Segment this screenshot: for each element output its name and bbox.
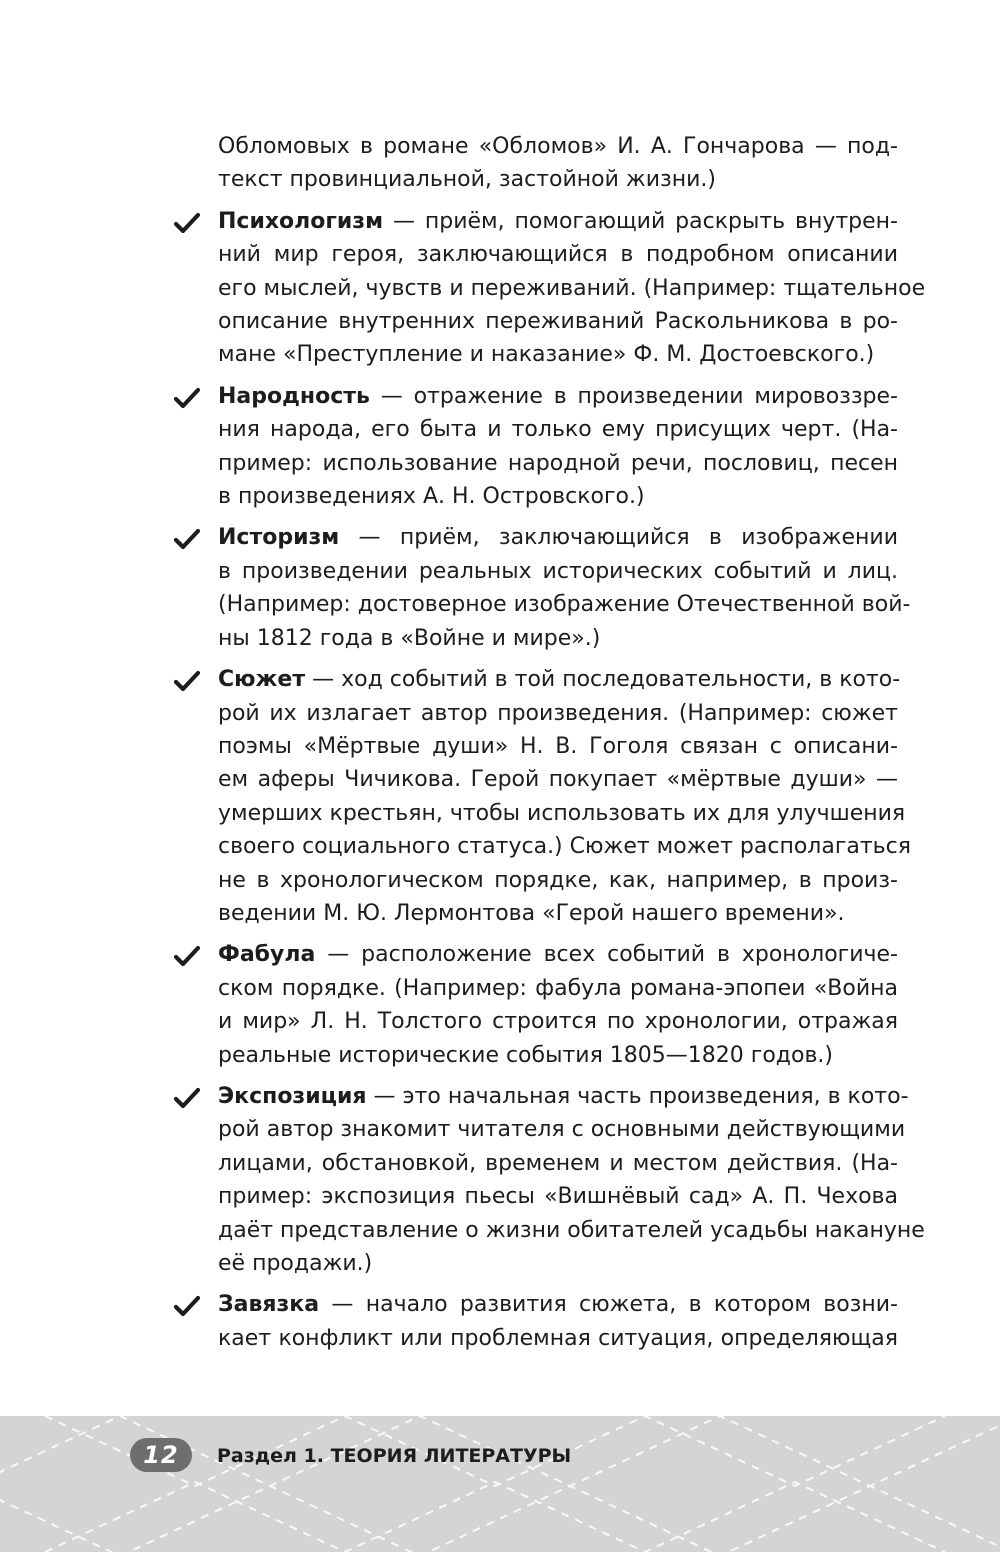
text-line: [218, 205, 898, 238]
term-heading: Завязка: [218, 1292, 320, 1318]
term-entry: [218, 521, 911, 655]
text-line: мане «Преступление и наказание» Ф. М. Достоевского.): [218, 342, 875, 368]
checkmark-icon: [173, 211, 201, 235]
text-line: ем аферы Чичикова. Герой покупает «мёртвые души» —: [218, 767, 898, 793]
term-entry: [218, 938, 898, 1072]
text-line: в произведении реальных исторических событий и лиц.: [218, 558, 898, 584]
term-heading: Сюжет: [218, 667, 306, 693]
term-entry: [218, 1080, 925, 1280]
term-heading: Народность: [218, 383, 370, 409]
text-line: ском порядке. (Например: фабула романа-эпопеи «Война: [218, 975, 898, 1001]
definition-text: — отражение в произведении мировоззре-: [369, 383, 898, 409]
checkmark-icon: [173, 386, 201, 410]
definition-text: — начало развития сюжета, в котором возни-: [319, 1292, 898, 1318]
term-list: [218, 205, 926, 1355]
definition-text: — это начальная часть произведения, в кото-: [366, 1083, 909, 1109]
text-line: [218, 1288, 898, 1321]
page-content: [218, 130, 926, 1355]
checkmark-icon: [173, 669, 201, 693]
text-line: кает конфликт или проблемная ситуация, определяющая: [218, 1325, 898, 1351]
text-line: [218, 380, 898, 413]
text-line: [218, 938, 898, 971]
text-line: (Например: достоверное изображение Отечественной вой-: [218, 592, 911, 618]
text-line: в произведениях А. Н. Островского.): [218, 484, 645, 510]
text-line: его мыслей, чувств и переживаний. (Например: тщательное: [218, 275, 926, 301]
term-heading: Историзм: [218, 525, 340, 551]
term-entry: [218, 663, 911, 930]
text-line: [218, 521, 898, 554]
running-head: Раздел 1. ТЕОРИЯ ЛИТЕРАТУРЫ: [217, 1445, 572, 1467]
term-heading: Психологизм: [218, 208, 384, 234]
term-entry: [218, 205, 926, 372]
text-line: текст провинциальной, застойной жизни.): [218, 167, 716, 193]
text-line: умерших крестьян, чтобы использовать их для улучшения: [218, 800, 906, 826]
checkmark-icon: [173, 1294, 201, 1318]
diamond-dash-pattern: [0, 1416, 1000, 1552]
page-footer: [0, 1416, 1000, 1552]
definition-text: — приём, помогающий раскрыть внутрен-: [383, 208, 898, 234]
definition-text: — приём, заключающийся в изображении: [339, 525, 898, 551]
text-line: её продажи.): [218, 1251, 373, 1276]
text-line: Обломовых в романе «Обломов» И. А. Гончарова — под-: [218, 134, 898, 159]
term-entry: [218, 1288, 898, 1355]
text-line: своего социального статуса.) Сюжет может располагаться: [218, 834, 911, 860]
text-line: пример: использование народной речи, пословиц, песен: [218, 450, 898, 476]
text-line: ния народа, его быта и только ему присущих черт. (На-: [218, 417, 898, 443]
text-line: даёт представление о жизни обитателей усадьбы накануне: [218, 1217, 925, 1243]
text-line: пример: экспозиция пьесы «Вишнёвый сад» А. П. Чехова: [218, 1184, 898, 1210]
text-line: описание внутренних переживаний Раскольникова в ро-: [218, 309, 898, 335]
text-line: ны 1812 года в «Войне и мире».): [218, 625, 601, 651]
checkmark-icon: [173, 527, 201, 551]
checkmark-icon: [173, 944, 201, 968]
text-line: реальные исторические события 1805—1820 годов.): [218, 1042, 834, 1068]
text-line: [218, 1080, 909, 1113]
continued-paragraph: [218, 130, 898, 197]
text-line: ний мир героя, заключающийся в подробном описании: [218, 242, 898, 268]
text-line: поэмы «Мёртвые души» Н. В. Гоголя связан с описани-: [218, 733, 898, 759]
text-line: ведении М. Ю. Лермонтова «Герой нашего времени».: [218, 900, 845, 926]
term-heading: Фабула: [218, 942, 316, 968]
checkmark-icon: [173, 1086, 201, 1110]
term-entry: [218, 380, 898, 514]
term-heading: Экспозиция: [218, 1083, 367, 1109]
text-line: [218, 663, 901, 696]
definition-text: — ход событий в той последовательности, в кото-: [305, 667, 901, 693]
definition-text: — расположение всех событий в хронологиче-: [315, 942, 898, 968]
text-line: рой их излагает автор произведения. (Например: сюжет: [218, 700, 898, 726]
page-number: 12: [130, 1438, 192, 1472]
text-line: не в хронологическом порядке, как, например, в произ-: [218, 867, 898, 893]
text-line: лицами, обстановкой, временем и местом действия. (На-: [218, 1150, 898, 1176]
text-line: и мир» Л. Н. Толстого строится по хронологии, отражая: [218, 1009, 898, 1035]
text-line: рой автор знакомит читателя с основными действующими: [218, 1117, 906, 1143]
